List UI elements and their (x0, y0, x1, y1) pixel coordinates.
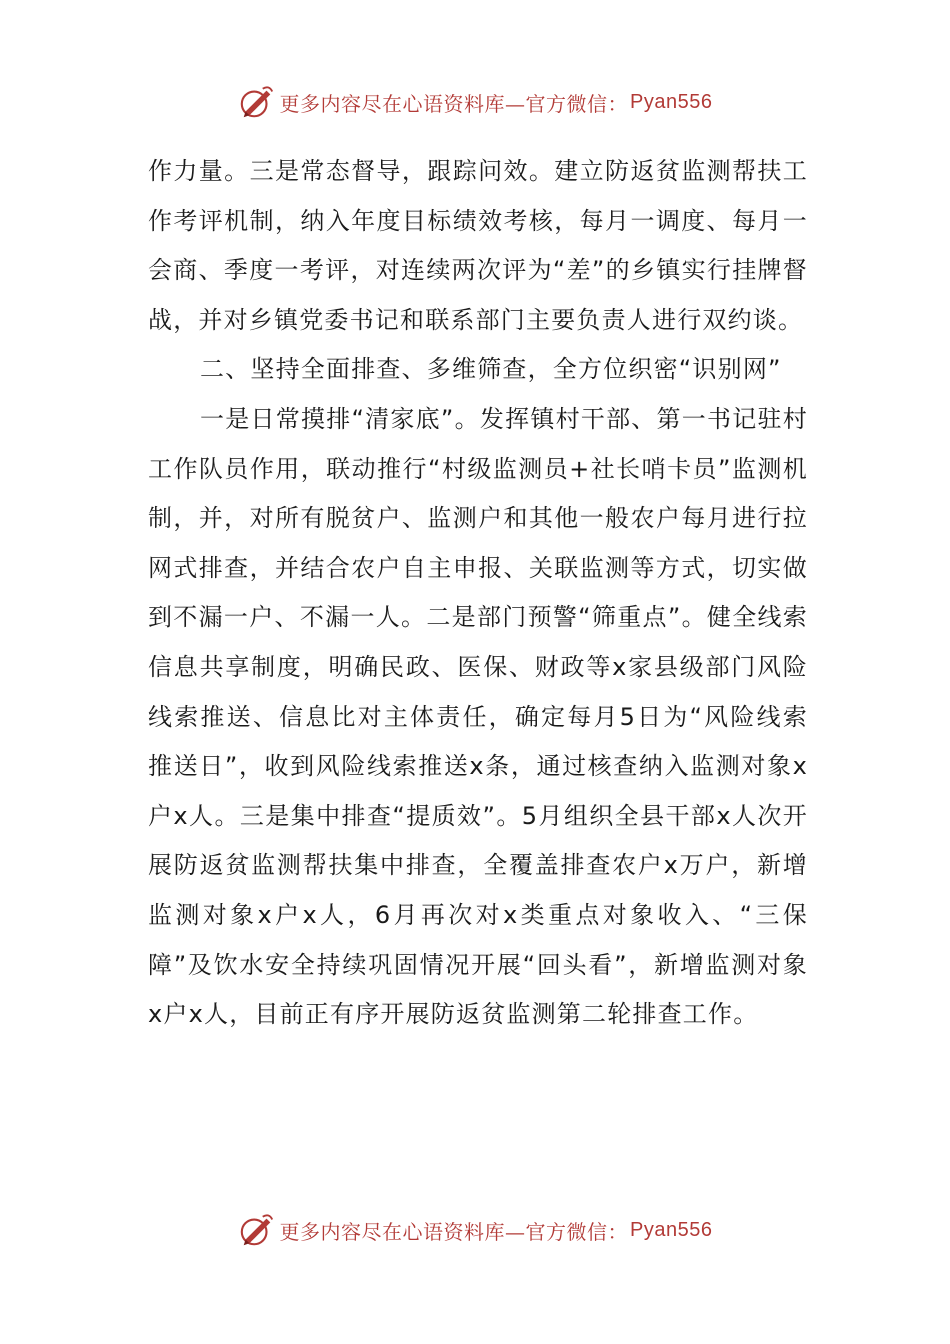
pen-logo-icon (238, 83, 276, 121)
body-text (148, 147, 808, 1040)
paragraph-continuation: 作力量。三是常态督导，跟踪问效。建立防返贫监测帮扶工作考评机制，纳入年度目标绩效考核，每月一调度、每月一会商、季度一考评，对连续两次评为“差”的乡镇实行挂牌督战，并对乡镇党委书记和联系部门主要负责人进行双约谈。 (148, 157, 808, 334)
header-watermark (0, 80, 950, 124)
section-heading: 二、坚持全面排查、多维筛查，全方位织密“识别网” (200, 355, 782, 384)
header-wechat-id: Pyan556 (630, 90, 713, 113)
pen-logo-icon (238, 1211, 276, 1249)
footer-watermark (0, 1208, 950, 1252)
header-text: 更多内容尽在心语资料库—官方微信： (279, 91, 629, 116)
footer-wechat-id: Pyan556 (630, 1218, 713, 1241)
paragraph-body: 一是日常摸排“清家底”。发挥镇村干部、第一书记驻村工作队员作用，联动推行“村级监测员+社长哨卡员”监测机制，并，对所有脱贫户、监测户和其他一般农户每月进行拉网式排查，并结合农户自主申报、关联监测等方式，切实做到不漏一户、不漏一人。二是部门预警“筛重点”。健全线索信息共享制度，明确民政、医保、财政等x家县级部门风险线索推送、信息比对主体责任，确定每月5日为“风险线索推送日”，收到风险线索推送x条，通过核查纳入监测对象x户x人。三是集中排查“提质效”。5月组织全县干部x人次开展防返贫监测帮扶集中排查，全覆盖排查农户x万户，新增监测对象x户x人，6月再次对x类重点对象收入、“三保障”及饮水安全持续巩固情况开展“回头看”，新增监测对象x户x人，目前正有序开展防返贫监测第二轮排查工作。 (148, 404, 808, 1029)
footer-text: 更多内容尽在心语资料库—官方微信： (279, 1219, 629, 1244)
